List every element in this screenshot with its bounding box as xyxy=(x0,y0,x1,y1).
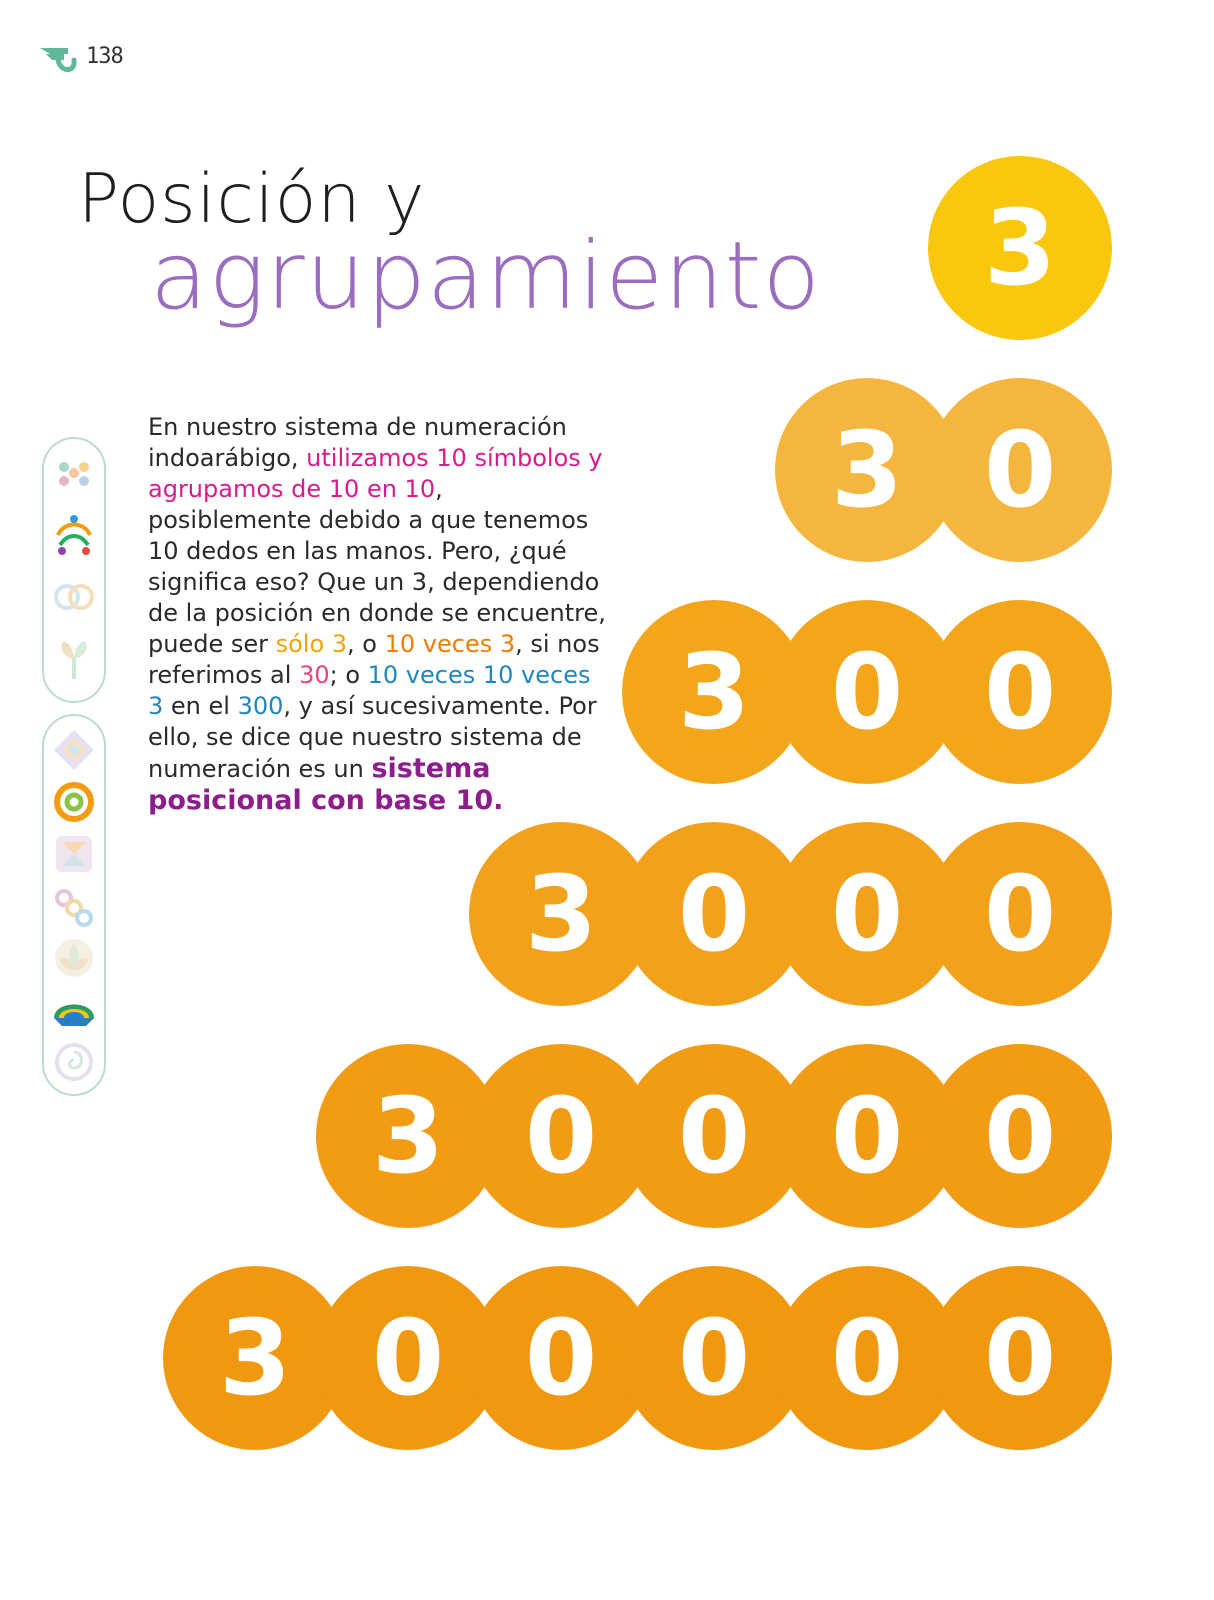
digit-circle: 0 xyxy=(622,1044,806,1228)
dancing-figures-icon xyxy=(50,511,98,559)
digit-circle: 0 xyxy=(928,600,1112,784)
text-segment-highlight: 10 veces 10 veces 3 xyxy=(148,661,591,720)
text-segment: , si nos referimos al xyxy=(148,630,600,689)
text-segment-highlight: sólo 3 xyxy=(275,630,348,658)
digit-circle: 3 xyxy=(469,822,653,1006)
digit-circle: 3 xyxy=(622,600,806,784)
text-segment-highlight: 30 xyxy=(299,661,330,689)
digit-circle: 0 xyxy=(316,1266,500,1450)
number-row-3000 xyxy=(469,822,1112,1006)
digit-circle: 0 xyxy=(928,378,1112,562)
sprout-icon xyxy=(50,635,98,683)
digit-circle: 0 xyxy=(775,1044,959,1228)
text-segment-highlight: utilizamos 10 símbolos y agrupamos de 10 en 10 xyxy=(148,444,603,503)
digit-circle: 0 xyxy=(775,822,959,1006)
page-title-line2: agrupamiento xyxy=(150,222,821,331)
digit-circle: 0 xyxy=(469,1044,653,1228)
chain-links-icon xyxy=(50,882,98,930)
digit-circle: 0 xyxy=(469,1266,653,1450)
text-segment: en el xyxy=(163,692,238,720)
digit-circle: 3 xyxy=(775,378,959,562)
digit-circle: 3 xyxy=(928,156,1112,340)
digit-circle: 0 xyxy=(775,600,959,784)
diamond-pattern-icon xyxy=(50,726,98,774)
body-paragraph xyxy=(148,412,608,817)
digit-circle: 0 xyxy=(622,1266,806,1450)
text-segment-highlight: 10 veces 3 xyxy=(384,630,516,658)
number-row-30 xyxy=(775,378,1112,562)
flower-symbol-icon xyxy=(50,449,98,497)
hourglass-square-icon xyxy=(50,830,98,878)
page-header xyxy=(38,42,158,82)
digit-circle: 0 xyxy=(928,1044,1112,1228)
swirl-circle-icon xyxy=(50,1038,98,1086)
text-segment: ; o xyxy=(329,661,368,689)
digit-circle: 0 xyxy=(928,822,1112,1006)
sidebar-icon-group-1 xyxy=(42,437,106,703)
page-number: 138 xyxy=(86,44,123,69)
text-segment: , posiblemente debido a que tenemos 10 dedos en las manos. Pero, ¿qué significa eso? Que un 3, dependiendo de la posición en donde se encuentre, puede ser xyxy=(148,475,606,658)
number-row-300000 xyxy=(163,1266,1112,1450)
lotus-icon xyxy=(50,934,98,982)
text-segment-emphasis: sistema posicional con base 10. xyxy=(148,753,504,816)
page-title-line1: Posición y xyxy=(78,160,426,239)
number-row-30000 xyxy=(316,1044,1112,1228)
digit-circle: 0 xyxy=(928,1266,1112,1450)
rainbow-fan-icon xyxy=(50,986,98,1034)
spiral-ring-icon xyxy=(50,778,98,826)
text-segment: , o xyxy=(347,630,385,658)
digit-circle: 0 xyxy=(622,822,806,1006)
digit-circle: 3 xyxy=(316,1044,500,1228)
text-segment: En nuestro sistema de numeración indoarábigo, xyxy=(148,413,567,472)
book-logo-icon xyxy=(38,42,80,78)
linked-rings-icon xyxy=(50,573,98,621)
text-segment-highlight: 300 xyxy=(237,692,284,720)
number-row-300 xyxy=(622,600,1112,784)
sidebar-icon-group-2 xyxy=(42,714,106,1096)
digit-circle: 0 xyxy=(775,1266,959,1450)
digit-circle: 3 xyxy=(163,1266,347,1450)
number-row-3 xyxy=(928,156,1112,340)
text-segment: , y así sucesivamente. Por ello, se dice que nuestro sistema de numeración es un xyxy=(148,692,597,783)
